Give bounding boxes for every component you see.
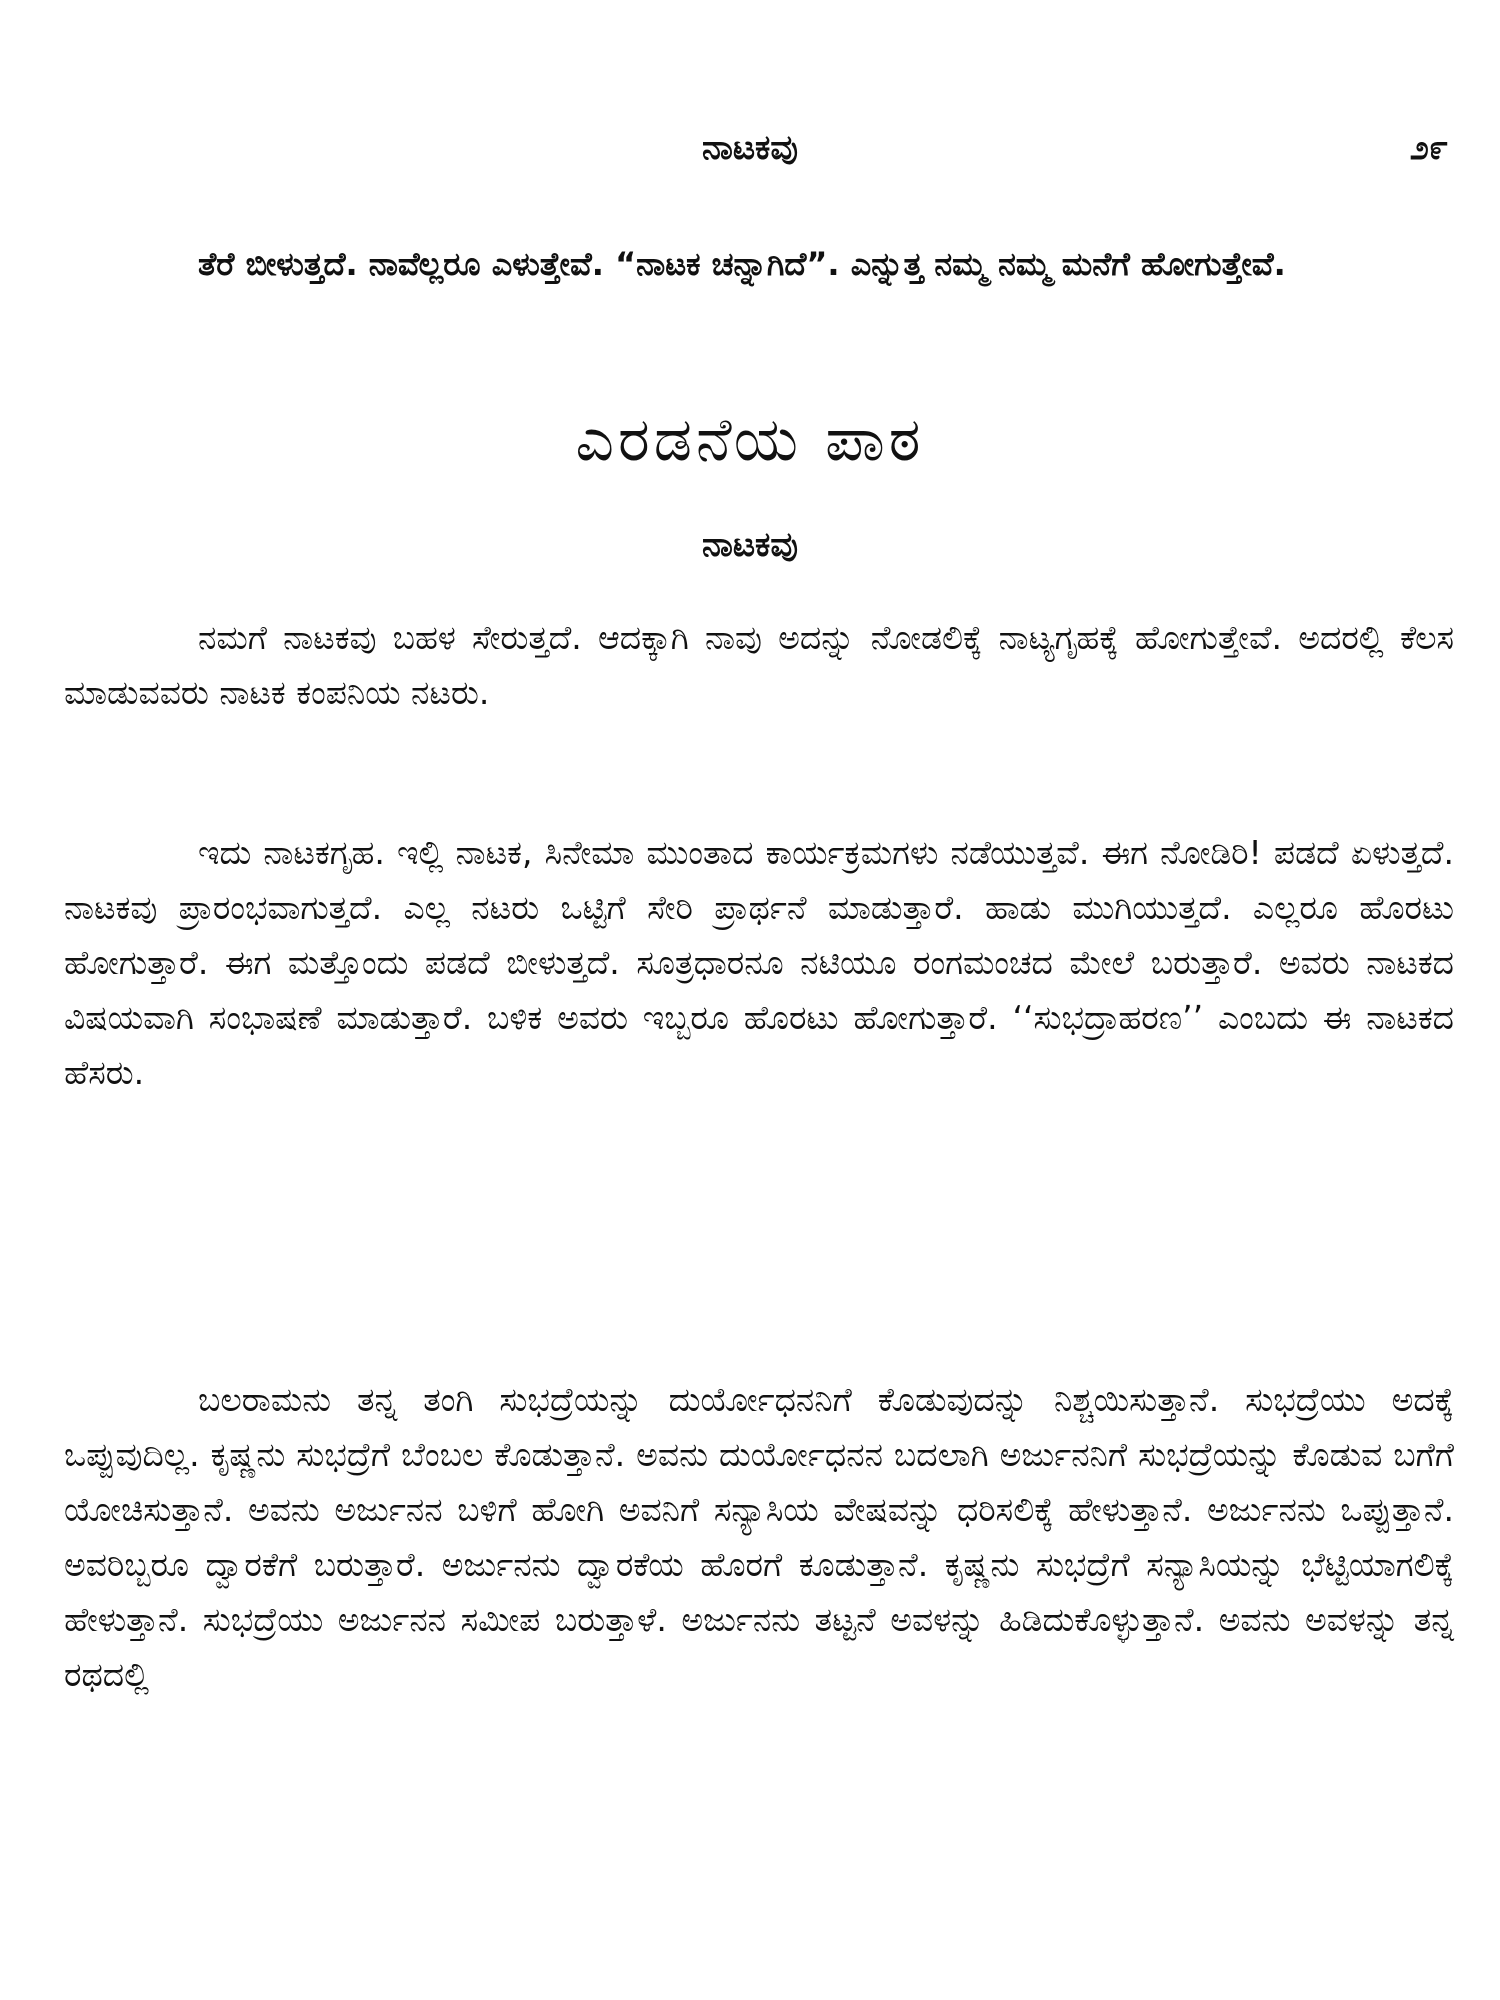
running-title: ನಾಟಕವು	[701, 128, 799, 168]
carryover-paragraph: ತೆರೆ ಬೀಳುತ್ತದೆ. ನಾವೆಲ್ಲರೂ ಎಳುತ್ತೇವೆ. “ನಾಟಕ ಚನ್ನಾಗಿದೆ”. ಎನ್ನುತ್ತ ನಮ್ಮ ನಮ್ಮ ಮನೆಗೆ ಹೋಗುತ್ತೇವೆ.	[198, 245, 1286, 283]
body-paragraph-3: ಬಲರಾಮನು ತನ್ನ ತಂಗಿ ಸುಭದ್ರೆಯನ್ನು ದುರ್ಯೋಧನನಿಗೆ ಕೊಡುವುದನ್ನು ನಿಶ್ಚಯಿಸುತ್ತಾನೆ. ಸುಭದ್ರೆಯು ಅದಕ್ಕೆ ಒಪ್ಪುವುದಿಲ್ಲ. ಕೃಷ್ಣನು ಸುಭದ್ರೆಗೆ ಬೆಂಬಲ ಕೊಡುತ್ತಾನೆ. ಅವನು ದುರ್ಯೋಧನನ ಬದಲಾಗಿ ಅರ್ಜುನನಿಗೆ ಸುಭದ್ರೆಯನ್ನು ಕೊಡುವ ಬಗೆಗೆ ಯೋಚಿಸುತ್ತಾನೆ. ಅವನು ಅರ್ಜುನನ ಬಳಿಗೆ ಹೋಗಿ ಅವನಿಗೆ ಸನ್ಯಾಸಿಯ ವೇಷವನ್ನು ಧರಿಸಲಿಕ್ಕೆ ಹೇಳುತ್ತಾನೆ. ಅರ್ಜುನನು ಒಪ್ಪುತ್ತಾನೆ. ಅವರಿಬ್ಬರೂ ದ್ವಾರಕೆಗೆ ಬರುತ್ತಾರೆ. ಅರ್ಜುನನು ದ್ವಾರಕೆಯ ಹೊರಗೆ ಕೂಡುತ್ತಾನೆ. ಕೃಷ್ಣನು ಸುಭದ್ರೆಗೆ ಸನ್ಯಾಸಿಯನ್ನು ಭೆಟ್ಟಿಯಾಗಲಿಕ್ಕೆ ಹೇಳುತ್ತಾನೆ. ಸುಭದ್ರೆಯು ಅರ್ಜುನನ ಸಮೀಪ ಬರುತ್ತಾಳೆ. ಅರ್ಜುನನು ತಟ್ಟನೆ ಅವಳನ್ನು ಹಿಡಿದುಕೊಳ್ಳುತ್ತಾನೆ. ಅವನು ಅವಳನ್ನು ತನ್ನ ರಥದಲ್ಲಿ	[64, 1380, 1454, 1694]
page-number: ೨೯	[1409, 128, 1448, 168]
running-head	[0, 128, 1500, 178]
body-paragraph-2: ಇದು ನಾಟಕಗೃಹ. ಇಲ್ಲಿ ನಾಟಕ, ಸಿನೇಮಾ ಮುಂತಾದ ಕಾರ್ಯಕ್ರಮಗಳು ನಡೆಯುತ್ತವೆ. ಈಗ ನೋಡಿರಿ! ಪಡದೆ ಏಳುತ್ತದೆ. ನಾಟಕವು ಪ್ರಾರಂಭವಾಗುತ್ತದೆ. ಎಲ್ಲ ನಟರು ಒಟ್ಟಿಗೆ ಸೇರಿ ಪ್ರಾರ್ಥನೆ ಮಾಡುತ್ತಾರೆ. ಹಾಡು ಮುಗಿಯುತ್ತದೆ. ಎಲ್ಲರೂ ಹೊರಟು ಹೋಗುತ್ತಾರೆ. ಈಗ ಮತ್ತೊಂದು ಪಡದೆ ಬೀಳುತ್ತದೆ. ಸೂತ್ರಧಾರನೂ ನಟಿಯೂ ರಂಗಮಂಚದ ಮೇಲೆ ಬರುತ್ತಾರೆ. ಅವರು ನಾಟಕದ ವಿಷಯವಾಗಿ ಸಂಭಾಷಣೆ ಮಾಡುತ್ತಾರೆ. ಬಳಿಕ ಅವರು ಇಬ್ಬರೂ ಹೊರಟು ಹೋಗುತ್ತಾರೆ. ‘‘ಸುಭದ್ರಾಹರಣ’’ ಎಂಬದು ಈ ನಾಟಕದ ಹೆಸರು.	[64, 833, 1454, 1092]
section-title: ನಾಟಕವು	[701, 525, 799, 565]
chapter-title: ಎರಡನೆಯ ಪಾಠ	[575, 405, 925, 475]
body-paragraph-1: ನಮಗೆ ನಾಟಕವು ಬಹಳ ಸೇರುತ್ತದೆ. ಆದಕ್ಕಾಗಿ ನಾವು ಅದನ್ನು ನೋಡಲಿಕ್ಕೆ ನಾಟ್ಯಗೃಹಕ್ಕೆ ಹೋಗುತ್ತೇವೆ. ಅದರಲ್ಲಿ ಕೆಲಸ ಮಾಡುವವರು ನಾಟಕ ಕಂಪನಿಯ ನಟರು.	[64, 618, 1454, 712]
